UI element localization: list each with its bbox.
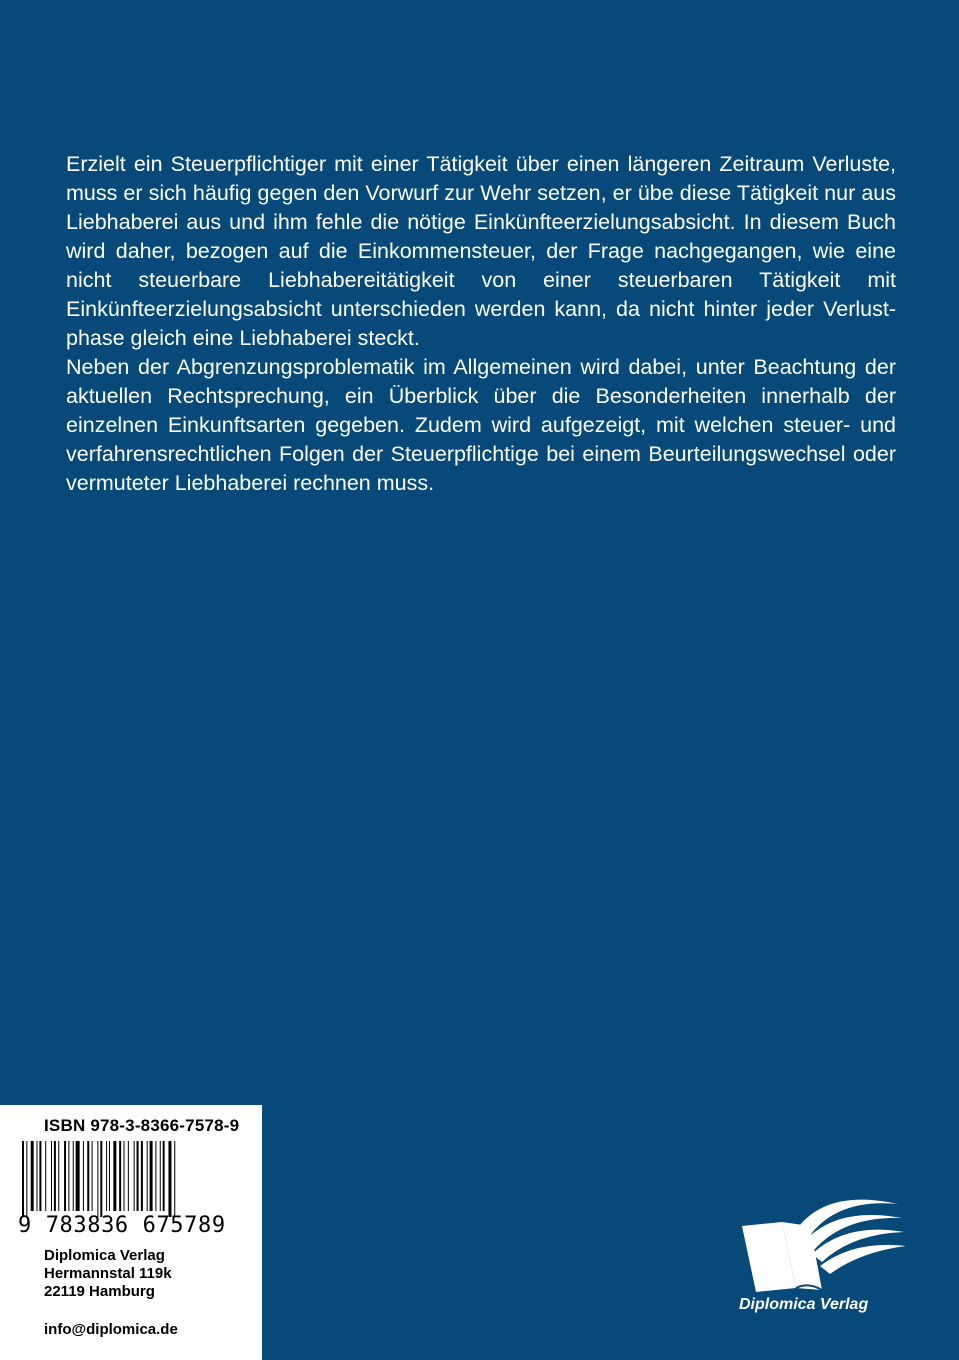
- barcode-bars: [20, 1141, 226, 1217]
- barcode-bar: [51, 1141, 52, 1211]
- barcode-bar: [68, 1141, 69, 1211]
- barcode-bar: [37, 1141, 38, 1211]
- barcode-bar: [141, 1141, 143, 1211]
- barcode-bar: [155, 1141, 156, 1211]
- barcode-bar: [45, 1141, 46, 1211]
- barcode-bar: [31, 1141, 34, 1211]
- barcode-bar: [76, 1141, 80, 1211]
- barcode-bar: [100, 1141, 102, 1217]
- publisher-city: 22119 Hamburg: [44, 1283, 155, 1300]
- blurb-paragraph-1: Erzielt ein Steuerpflichtiger mit einer Tätigkeit über einen längeren Zeitraum Verluste, muss er sich häufig gegen den Vorwurf zur Wehr setzen, er übe diese Tätigkeit nur aus Liebhaberei aus und ihm fehle die nötige Einkünfteerzielungsabsicht. In diesem Buch wird daher, bezogen auf die Einkommensteuer, der Frage nachgegangen, wie eine nicht steuerbare Liebhabereitätigkeit von einer steuerbaren Tätigkeit mit Einkünfteerzielungsabsicht unterschieden werden kann, da nicht hinter jeder Verlustphase gleich eine Liebhaberei steckt.: [66, 152, 896, 350]
- barcode-bar: [150, 1141, 153, 1211]
- barcode-bar: [160, 1141, 161, 1211]
- barcode-bar: [73, 1141, 74, 1211]
- barcode-bar: [174, 1141, 175, 1217]
- blurb-text: [66, 150, 896, 498]
- barcode-bar: [124, 1141, 125, 1211]
- barcode-bar: [119, 1141, 121, 1211]
- barcode-bar: [87, 1141, 89, 1211]
- barcode-bar: [97, 1141, 98, 1217]
- barcode-bar: [54, 1141, 56, 1211]
- logo-wordmark: Diplomica Verlag: [739, 1296, 869, 1313]
- barcode-bar: [147, 1141, 148, 1211]
- publisher-address: [44, 1247, 172, 1301]
- barcode-bar: [22, 1141, 24, 1217]
- barcode-digits: 9 783836 675789: [18, 1213, 226, 1238]
- publisher-name: Diplomica Verlag: [44, 1247, 165, 1264]
- barcode-bar: [128, 1141, 129, 1211]
- barcode-bar: [64, 1141, 66, 1211]
- barcode-bar: [113, 1141, 116, 1211]
- barcode-bar: [83, 1141, 84, 1211]
- barcode-bar: [92, 1141, 93, 1211]
- barcode-bar: [163, 1141, 165, 1211]
- barcode-bar: [106, 1141, 107, 1211]
- barcode-bar: [168, 1141, 171, 1217]
- isbn-label: ISBN 978-3-8366-7578-9: [44, 1116, 240, 1135]
- publisher-street: Hermannstal 119k: [44, 1265, 172, 1282]
- barcode-bar: [39, 1141, 41, 1211]
- barcode-bar: [58, 1141, 59, 1211]
- barcode-bar: [137, 1141, 139, 1211]
- publisher-email: info@diplomica.de: [44, 1321, 178, 1338]
- barcode-bar: [109, 1141, 110, 1211]
- barcode-bar: [134, 1141, 135, 1211]
- barcode-panel: [0, 1105, 262, 1360]
- blurb-paragraph-2: Neben der Abgrenzungsproblematik im Allgemeinen wird dabei, unter Beachtung der aktuellen Rechtsprechung, ein Überblick über die Besonderheiten innerhalb der einzelnen Einkunftsarten gegeben. Zudem wird aufgezeigt, mit welchen steuer- und verfahrensrechtlichen Folgen der Steuerpflichtige bei einem Beurteilungswechsel oder vermuteter Liebhaberei rechnen muss.: [66, 355, 896, 495]
- barcode-bar: [26, 1141, 27, 1217]
